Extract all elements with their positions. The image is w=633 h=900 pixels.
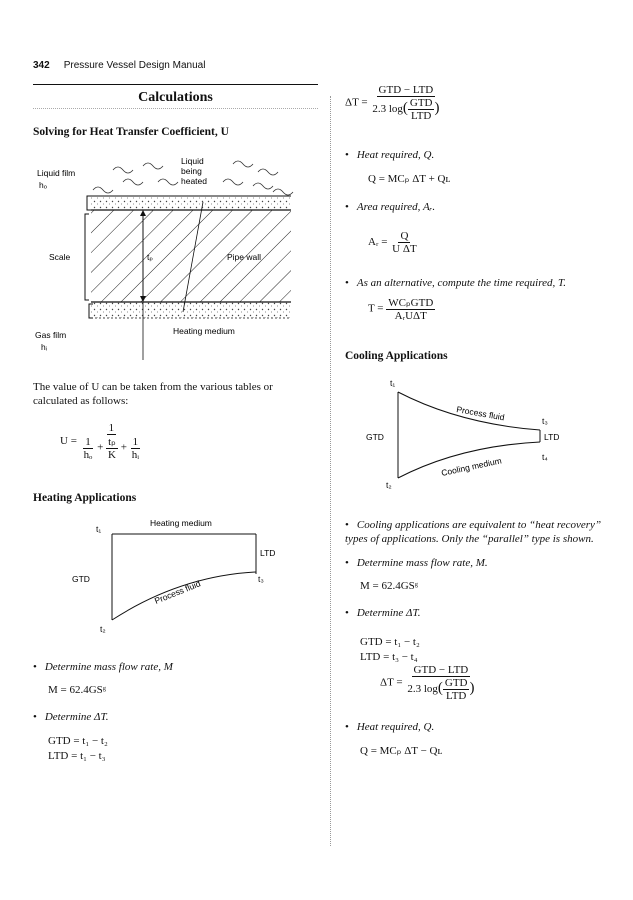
heating-heading: Heating Applications xyxy=(33,492,137,504)
fig3-process-fluid: Process fluid xyxy=(455,404,506,423)
title-underline xyxy=(33,108,318,109)
pipe-wall-label: Pipe wall xyxy=(227,252,262,262)
running-header xyxy=(33,60,205,71)
tp-label: tₚ xyxy=(147,252,154,262)
fig3-t4: t₄ xyxy=(542,452,548,462)
pipe-wall-figure xyxy=(33,152,298,362)
fig2-ltd: LTD xyxy=(260,548,276,558)
gas-film-band xyxy=(91,302,291,318)
section-title: Calculations xyxy=(138,90,213,105)
gas-film-label: Gas film xyxy=(35,330,67,340)
heating-figure xyxy=(60,514,300,644)
fig2-process-fluid: Process fluid xyxy=(153,578,202,606)
bullet-cooling: • Cooling applications are equivalent to “heat recovery” types of applications. Only the “parallel” type is shown. xyxy=(345,518,605,546)
eq-q-2: Q = MCₚ ΔT − Qʟ xyxy=(360,745,443,757)
liquid-label-3: heated xyxy=(181,176,207,186)
bullet-heat-2: • Heat required, Q. xyxy=(345,720,434,734)
u-equation: U = 1 $\frac{1}{\text{hₒ}}$ + $\frac{\text{tₚ}}{K}$ + $\frac{1}{\text{hᵢ}}$ xyxy=(60,422,140,461)
fig2-heating-medium: Heating medium xyxy=(150,518,212,528)
ho-label: hₒ xyxy=(39,180,47,190)
eq-gtd-left: GTD = t₁ − t₂ xyxy=(48,735,108,747)
liquid-film-label: Liquid film xyxy=(37,168,76,178)
fig2-t2: t₂ xyxy=(100,624,106,634)
scale-label: Scale xyxy=(49,252,71,262)
bullet-mass-right: • Determine mass flow rate, M. xyxy=(345,556,488,570)
column-divider xyxy=(330,96,331,846)
eq-q: Q = MCₚ ΔT + Qʟ xyxy=(368,173,451,185)
eq-mass-right: M = 62.4GSᵍ xyxy=(360,580,419,592)
liquid-film-band xyxy=(91,196,291,210)
cooling-figure xyxy=(360,372,600,502)
bullet-dt-right: • Determine ΔT. xyxy=(345,606,421,620)
fig3-gtd: GTD xyxy=(366,432,384,442)
bullet-dt-left: • Determine ΔT. xyxy=(33,710,109,724)
area-equation: Aᵣ = $\frac{Q}{\text{U ΔT}}$ xyxy=(368,230,417,255)
fig3-t1: t₁ xyxy=(390,378,396,388)
liquid-label-2: being xyxy=(181,166,202,176)
eq-ltd-left: LTD = t₁ − t₃ xyxy=(48,750,106,762)
t-equation: T = $\frac{\text{WCₚGTD}}{\text{AᵣUΔT}}$ xyxy=(368,297,434,322)
eq-mass-left: M = 62.4GSᵍ xyxy=(48,684,107,696)
fig3-t3: t₃ xyxy=(542,416,548,426)
dt-equation-2: ΔT = GTD − LTD 2.3 log( $\frac{\text{GTD}}{\text{LTD}}$ ) xyxy=(380,664,475,702)
heating-medium-label: Heating medium xyxy=(173,326,235,336)
hi-label: hᵢ xyxy=(41,342,48,352)
bullet-area: • Area required, Aᵣ. xyxy=(345,200,435,214)
fig3-cooling-medium: Cooling medium xyxy=(440,455,503,478)
dt-equation-1: ΔT = GTD − LTD 2.3 log( $\frac{\text{GTD}}{\text{LTD}}$ ) xyxy=(345,84,440,122)
eq-ltd-right: LTD = t₃ − t₄ xyxy=(360,651,418,663)
bullet-heat: • Heat required, Q. xyxy=(345,148,434,162)
fig3-t2: t₂ xyxy=(386,480,392,490)
title-rule xyxy=(33,84,318,85)
eq-gtd-right: GTD = t₁ − t₂ xyxy=(360,636,420,648)
liquid-label-1: Liquid xyxy=(181,156,204,166)
fig2-gtd: GTD xyxy=(72,574,90,584)
bullet-alt: • As an alternative, compute the time required, T. xyxy=(345,276,566,290)
fig2-t3: t₃ xyxy=(258,574,264,584)
subheading-u: Solving for Heat Transfer Coefficient, U xyxy=(33,126,229,138)
page-number: 342 xyxy=(33,60,50,71)
fig3-ltd: LTD xyxy=(544,432,560,442)
bullet-mass-left: • Determine mass flow rate, M xyxy=(33,660,173,674)
u-paragraph: The value of U can be taken from the various tables or calculated as follows: xyxy=(33,381,273,407)
fig2-t1: t₁ xyxy=(96,524,102,534)
cooling-heading: Cooling Applications xyxy=(345,350,448,362)
book-title: Pressure Vessel Design Manual xyxy=(63,60,206,71)
